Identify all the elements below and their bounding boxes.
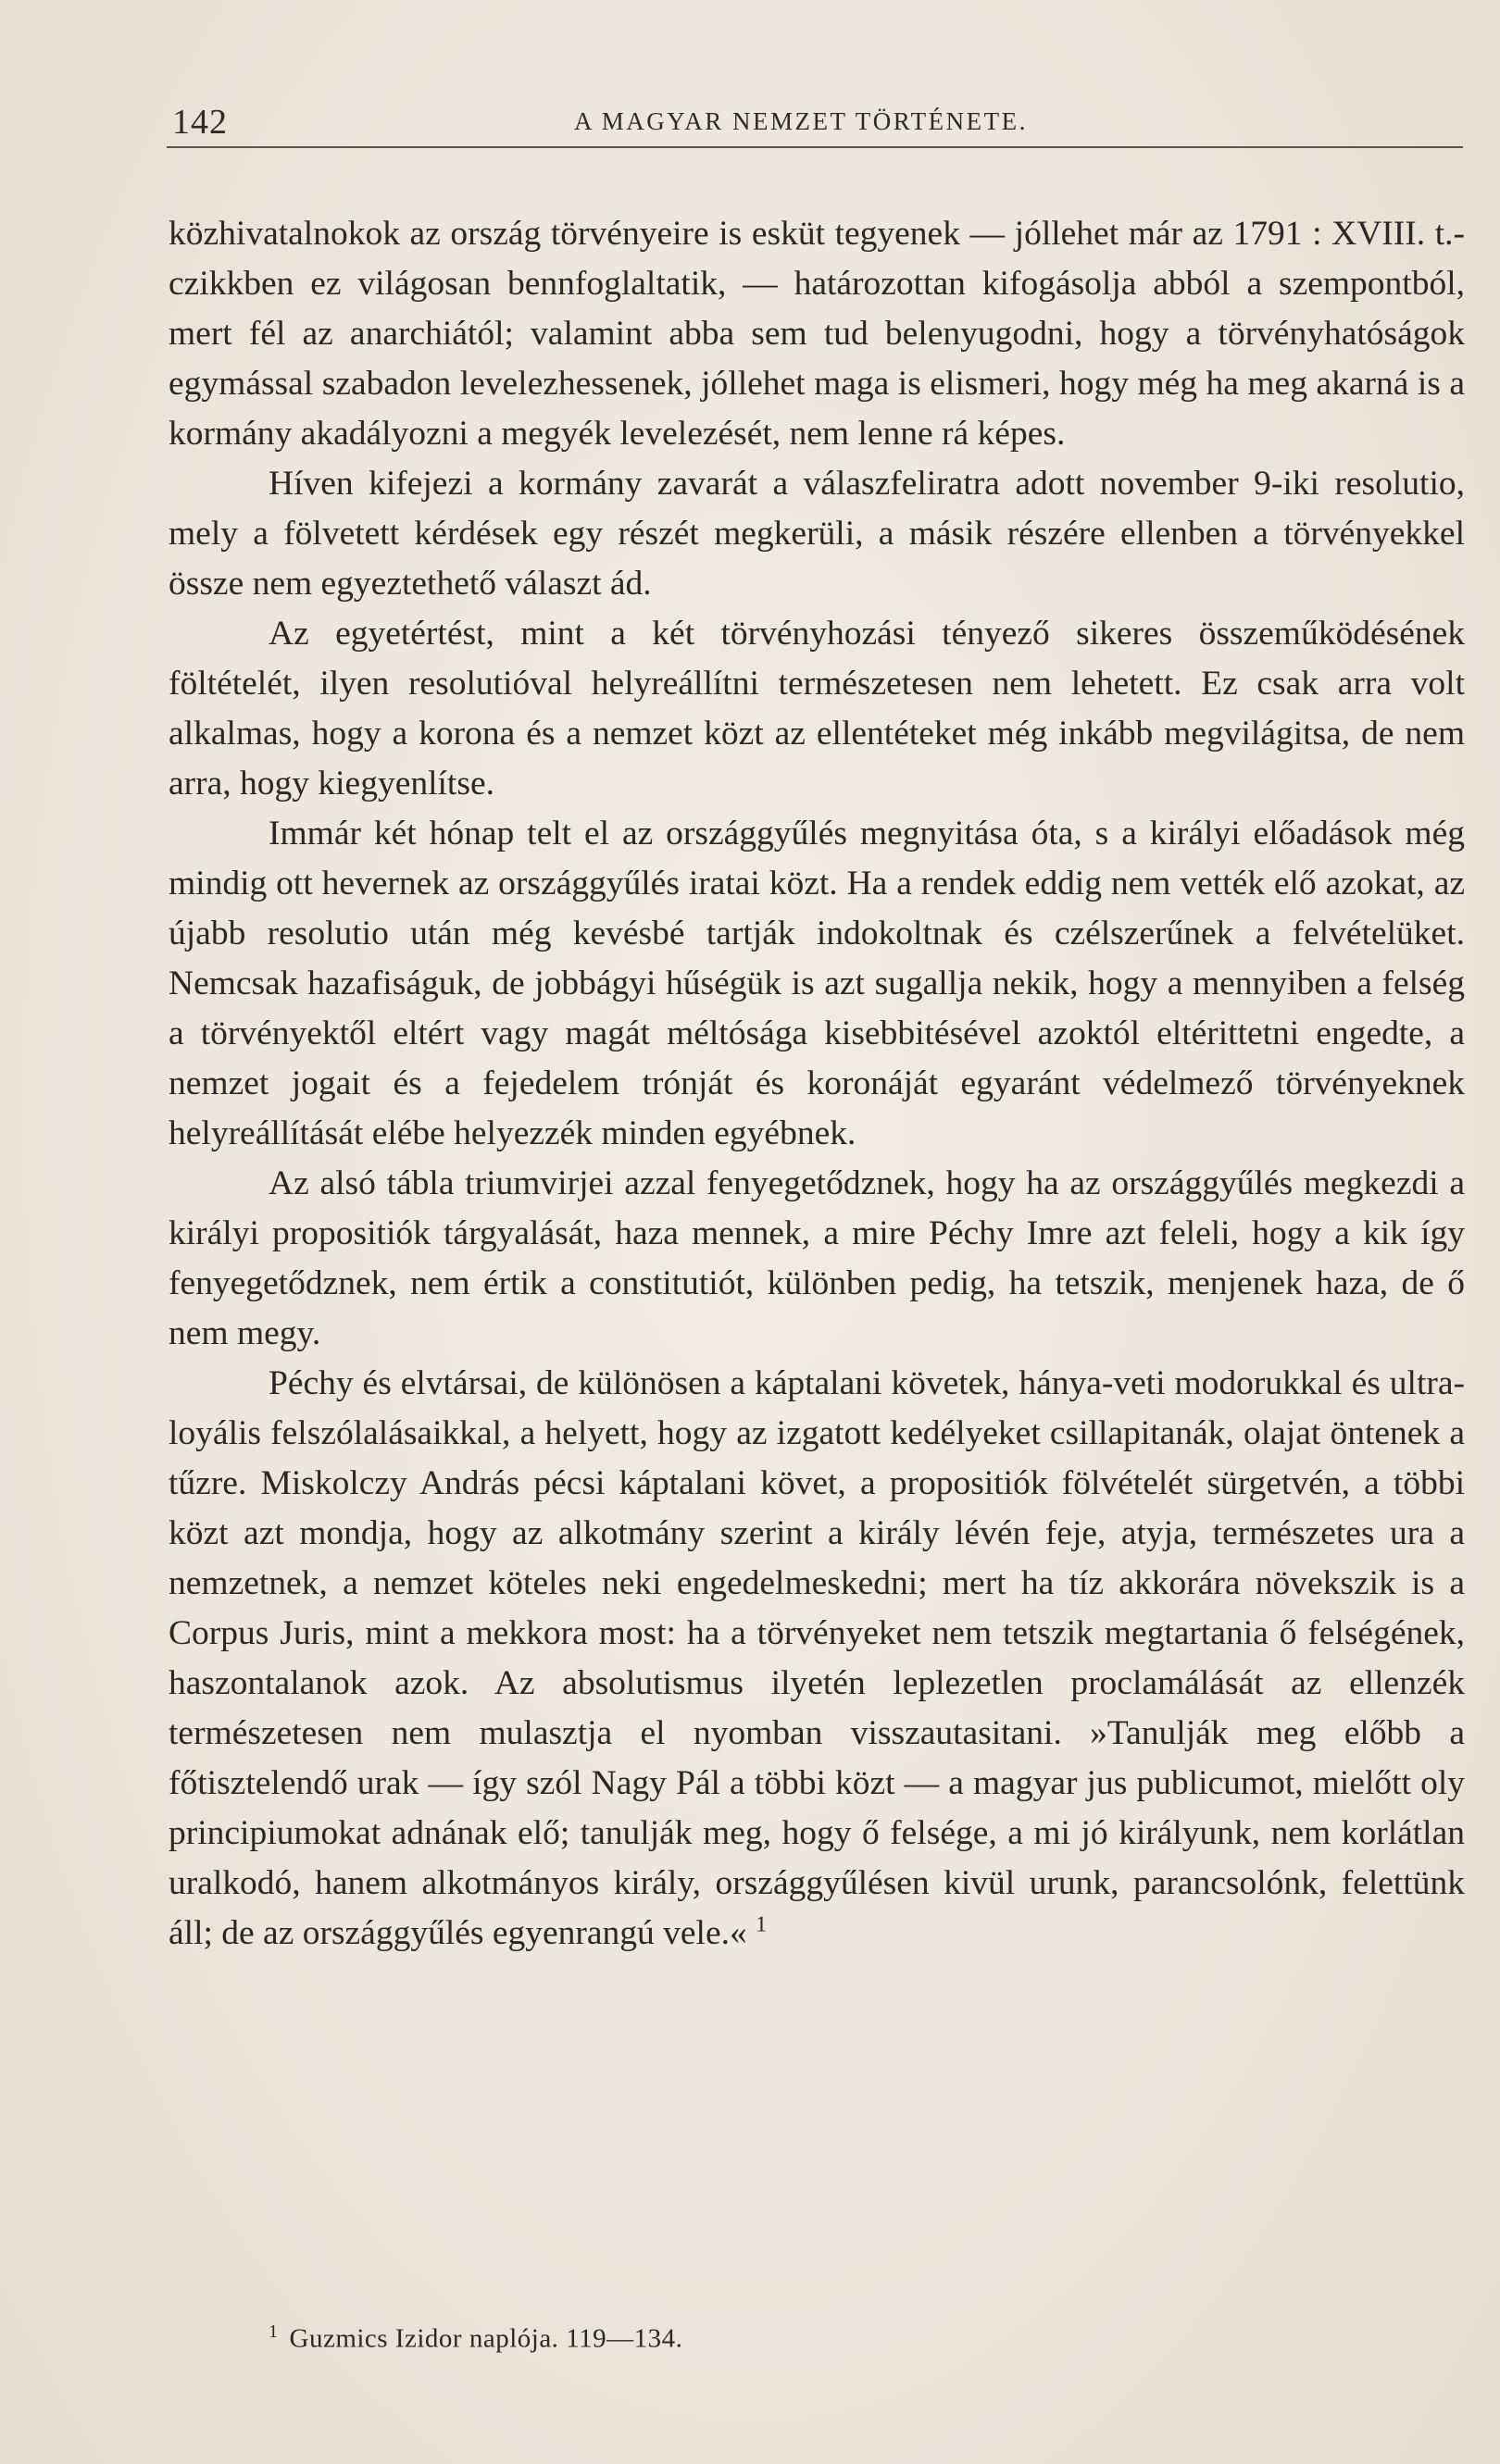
paragraph-4-text: Immár két hónap telt el az országgyűlés megnyitása óta, s a királyi előadások még mindig ott hevernek az országgyűlés iratai közt. Ha a rendek eddig nem vették elő azokat, az újabb resolutio után még kevésbé tartják indokoltnak és czélszerűnek a felvételüket. Nemcsak hazafiságuk, de jobbágyi hűségük is azt sugallja nekik, hogy a mennyiben a felség a törvényektől eltért vagy magát méltósága kisebbitésével azoktól eltérittetni engedte, a nemzet jogait és a fejedelem trónját és koronáját egyaránt védelmező törvényeknek helyreállítását elébe helyezzék minden egyébnek. [169, 815, 1465, 1152]
paragraph-5-text: Az alsó tábla triumvirjei azzal fenyegetődznek, hogy ha az országgyűlés megkezdi a királyi propositiók tárgyalását, haza mennek, a mire Péchy Imre azt feleli, hogy a kik így fenyegetődznek, nem értik a constitutiót, különben pedig, ha tetszik, menjenek haza, de ő nem megy. [169, 1164, 1465, 1352]
header-rule [167, 146, 1463, 148]
paragraph-6-text: Péchy és elvtársai, de különösen a káptalani követek, hánya-veti modorukkal és ultra-loyális felszólalásaikkal, a helyett, hogy az izgatott kedélyeket csillapitanák, olajat öntenek a tűzre. Miskolczy András pécsi káptalani követ, a propositiók fölvételét sürgetvén, a többi közt azt mondja, hogy az alkotmány szerint a király lévén feje, atyja, természetes ura a nemzetnek, a nemzet köteles neki engedelmeskedni; mert ha tíz akkorára növekszik is a Corpus Juris, mint a mekkora most: ha a törvényeket nem tetszik megtartania ő felségének, haszontalanok azok. Az absolutismus ilyetén leplezetlen proclamálását az ellenzék természetesen nem mulasztja el nyomban visszautasitani. »Tanulják meg előbb a főtisztelendő urak — így szól Nagy Pál a többi közt — a magyar jus publicumot, mielőtt oly principiumokat adnának elő; tanulják meg, hogy ő felsége, a mi jó királyunk, nem korlátlan uralkodó, hanem alkotmányos király, országgyűlésen kivül urunk, parancsolónk, felettünk áll; de az országgyűlés egyenrangú vele.« [169, 1364, 1465, 1952]
page-header [167, 96, 1463, 152]
body-text [169, 209, 1465, 1959]
paragraph-1-text: közhivatalnokok az ország törvényeire is esküt tegyenek — jóllehet már az 1791 : XVIII. t.-czikkben ez világosan bennfoglaltatik, — határozottan kifogásolja abból a szempontból, mert fél az anarchiától; valamint abba sem tud belenyugodni, hogy a törvényhatóságok egymással szabadon levelezhessenek, jóllehet maga is elismeri, hogy még ha meg akarná is a kormány akadályozni a megyék levelezését, nem lenne rá képes. [169, 215, 1465, 453]
page-number: 142 [172, 103, 228, 142]
paragraph-2-text: Híven kifejezi a kormány zavarát a válaszfeliratra adott november 9-iki resolutio, mely a fölvetett kérdések egy részét megkerüli, a másik részére ellenben a törvényekkel össze nem egyeztethető választ ád. [169, 465, 1465, 603]
paragraph-3-text: Az egyetértést, mint a két törvényhozási tényező sikeres összeműködésének föltételét, ilyen resolutióval helyreállítni természetesen nem lehetett. Ez csak arra volt alkalmas, hogy a korona és a nemzet közt az ellentéteket még inkább megvilágitsa, de nem arra, hogy kiegyenlítse. [169, 615, 1465, 803]
paragraph-4 [169, 809, 1465, 1159]
footnote-mark: 1 [269, 2321, 279, 2342]
paragraph-1 [169, 209, 1465, 459]
footnote [269, 2321, 682, 2355]
paragraph-6 [169, 1359, 1465, 1959]
footnote-reference[interactable]: 1 [756, 1912, 768, 1937]
paragraph-3 [169, 609, 1465, 809]
paragraph-2 [169, 459, 1465, 609]
footnote-text: Guzmics Izidor naplója. 119—134. [289, 2323, 683, 2354]
paragraph-5 [169, 1159, 1465, 1359]
running-title: A MAGYAR NEMZET TÖRTÉNETE. [574, 107, 1028, 135]
